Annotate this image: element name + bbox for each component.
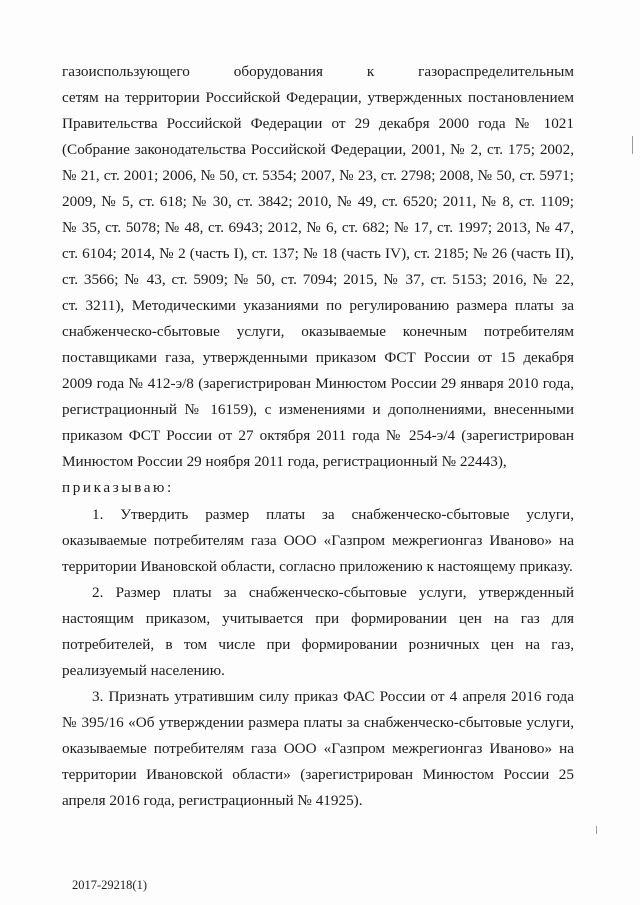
text-line: № 21, ст. 2001; 2006, № 50, ст. 5354; 2007, № 23, ст. 2798; 2008, № 50, ст. 5971; [62, 167, 574, 184]
text-line: реализуемый населению. [62, 662, 225, 679]
order-verb: приказываю: [62, 479, 174, 496]
text-line: поставщиками газа, утвержденными приказом ФСТ России от 15 декабря [62, 349, 574, 366]
text-line: регистрационный № 16159), с изменениями и дополнениями, внесенными [62, 401, 574, 418]
text-line: ст. 3566; № 43, ст. 5909; № 50, ст. 7094; 2015, № 37, ст. 5153; 2016, № 22, [62, 271, 574, 288]
text-line: газоиспользующего оборудования к газораспределительным [62, 63, 574, 80]
scan-speck [596, 826, 597, 834]
text-line: потребителей, в том числе при формировании розничных цен на газ, [62, 636, 574, 653]
text-line: 2009, № 5, ст. 618; № 30, ст. 3842; 2010, № 49, ст. 6520; 2011, № 8, ст. 1109; [62, 193, 574, 210]
text-line: оказываемые потребителям газа ООО «Газпром межрегионгаз Иваново» на [62, 740, 574, 757]
text-line: оказываемые потребителям газа ООО «Газпром межрегионгаз Иваново» на [62, 532, 574, 549]
text-line: апреля 2016 года, регистрационный № 41925). [62, 792, 363, 809]
text-line: сетям на территории Российской Федерации, утвержденных постановлением [62, 89, 574, 106]
text-line: 2009 года № 412-э/8 (зарегистрирован Минюстом России 29 января 2010 года, [62, 375, 574, 392]
text-line: № 395/16 «Об утверждении размера платы за снабженческо-сбытовые услуги, [62, 714, 574, 731]
document-number: 2017-29218(1) [72, 878, 147, 892]
text-line: территории Ивановской области, согласно приложению к настоящему приказу. [62, 558, 573, 575]
text-line: 2. Размер платы за снабженческо-сбытовые услуги, утвержденный [92, 584, 574, 601]
text-line: 1. Утвердить размер платы за снабженческо-сбытовые услуги, [92, 506, 574, 523]
text-line: ст. 6104; 2014, № 2 (часть I), ст. 137; № 18 (часть IV), ст. 2185; № 26 (часть II), [62, 245, 574, 262]
text-line: настоящим приказом, учитывается при формировании цен на газ для [62, 610, 574, 627]
text-line: (Собрание законодательства Российской Федерации, 2001, № 2, ст. 175; 2002, [62, 141, 574, 158]
text-line: Правительства Российской Федерации от 29 декабря 2000 года № 1021 [62, 115, 574, 132]
text-line: Минюстом России 29 ноября 2011 года, регистрационный № 22443), [62, 453, 507, 470]
text-line: снабженческо-сбытовые услуги, оказываемые конечным потребителям [62, 323, 574, 340]
text-line: приказом ФСТ России от 27 октября 2011 года № 254-э/4 (зарегистрирован [62, 427, 574, 444]
text-line: ст. 3211), Методическими указаниями по регулированию размера платы за [62, 297, 574, 314]
text-line: 3. Признать утратившим силу приказ ФАС России от 4 апреля 2016 года [92, 688, 574, 705]
scan-edge-mark [632, 136, 633, 154]
text-line: № 35, ст. 5078; № 48, ст. 6943; 2012, № 6, ст. 682; № 17, ст. 1997; 2013, № 47, [62, 219, 574, 236]
text-line: территории Ивановской области» (зарегистрирован Минюстом России 25 [62, 766, 574, 783]
